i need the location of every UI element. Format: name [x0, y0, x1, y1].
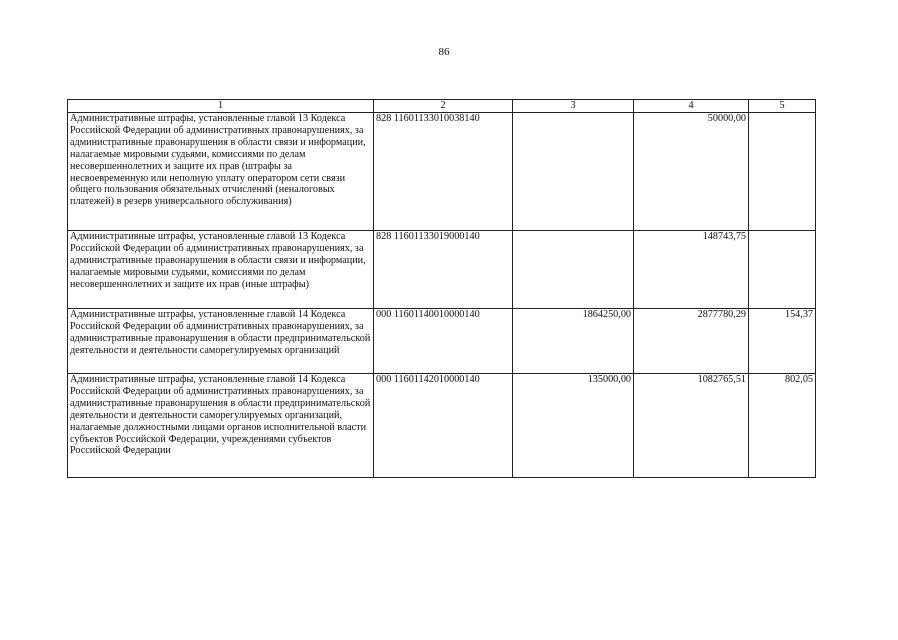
row-code: 828 11601133010038140: [374, 113, 513, 231]
row-name: Административные штрафы, установленные главой 13 Кодекса Российской Федерации об административных правонарушениях, за административные правонарушения в области связи и информации, налагаемые мировыми судьями, комиссиями по делам несовершеннолетних и защите их прав (иные штрафы): [68, 231, 374, 309]
row-col3: 135000,00: [513, 374, 634, 478]
column-header-5: 5: [749, 100, 816, 113]
row-name: Административные штрафы, установленные главой 13 Кодекса Российской Федерации об административных правонарушениях, за административные правонарушения в области связи и информации, налагаемые мировыми судьями, комиссиями по делам несовершеннолетних и защите их прав (штрафы за несвоевременную или неполную уплату оператором сети связи общего пользования обязательных отчислений (неналоговых платежей) в резерв универсального обслуживания): [68, 113, 374, 231]
table-header-row: [68, 100, 816, 113]
table-row: [68, 374, 816, 478]
row-code: 828 11601133019000140: [374, 231, 513, 309]
row-col3: [513, 231, 634, 309]
row-col4: 1082765,51: [634, 374, 749, 478]
budget-table: [67, 99, 816, 478]
row-col5: 154,37: [749, 309, 816, 374]
column-header-4: 4: [634, 100, 749, 113]
table-row: [68, 309, 816, 374]
row-col4: 2877780,29: [634, 309, 749, 374]
table-row: [68, 231, 816, 309]
row-col5: [749, 113, 816, 231]
row-col4: 148743,75: [634, 231, 749, 309]
row-code: 000 11601142010000140: [374, 374, 513, 478]
row-name: Административные штрафы, установленные главой 14 Кодекса Российской Федерации об административных правонарушениях, за административные правонарушения в области предпринимательской деятельности и деятельности саморегулируемых организаций: [68, 309, 374, 374]
row-col5: [749, 231, 816, 309]
row-name: Административные штрафы, установленные главой 14 Кодекса Российской Федерации об административных правонарушениях, за административные правонарушения в области предпринимательской деятельности и деятельности саморегулируемых организаций, налагаемые должностными лицами органов исполнительной власти субъектов Российской Федерации, учреждениями субъектов Российской Федерации: [68, 374, 374, 478]
column-header-2: 2: [374, 100, 513, 113]
row-col3: 1864250,00: [513, 309, 634, 374]
row-col3: [513, 113, 634, 231]
page-number: 86: [438, 46, 450, 58]
row-col5: 802,05: [749, 374, 816, 478]
table-row: [68, 113, 816, 231]
row-code: 000 11601140010000140: [374, 309, 513, 374]
row-col4: 50000,00: [634, 113, 749, 231]
column-header-1: 1: [68, 100, 374, 113]
column-header-3: 3: [513, 100, 634, 113]
